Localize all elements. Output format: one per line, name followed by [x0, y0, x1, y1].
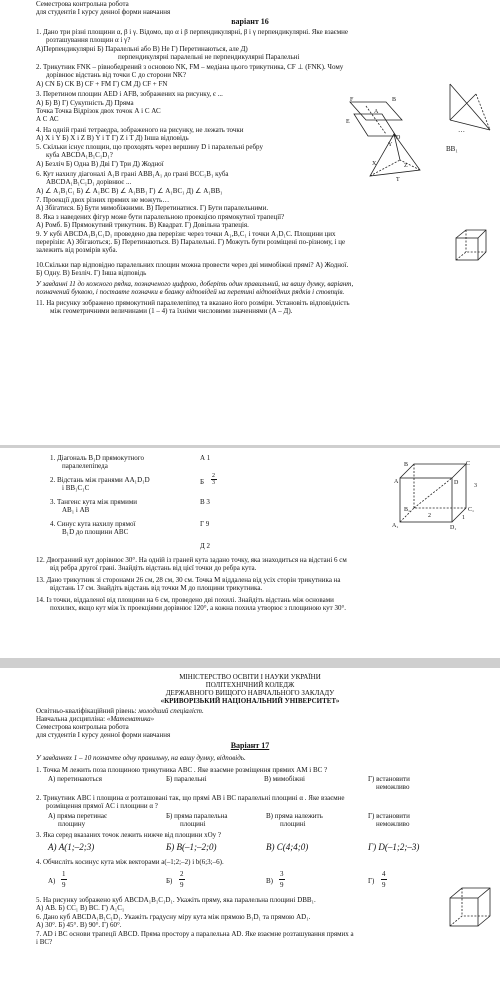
question-3: 3. Перетином площин AED і AFB, зображених на рисунку, є ...: [36, 90, 223, 98]
question-2-answers: А) CN Б) CK В) CF + FM Г) CM Д) CF + FN: [36, 80, 168, 88]
match-answer-d: Г 9: [200, 520, 210, 528]
box-dim-1: 1: [462, 515, 465, 521]
box-dim-3: 3: [474, 483, 477, 489]
v17-q4-option-a: А): [48, 877, 56, 885]
fraction-bar-b: [179, 879, 185, 880]
v17-question-1: 1. Точка M лежить поза площиною трикутника ABC . Яке взаємне розміщення прямих AM і BC ?: [36, 766, 328, 774]
v17-q1-option-b: Б) паралельні: [166, 775, 207, 783]
ministry-title: МІНІСТЕРСТВО ОСВІТИ І НАУКИ УКРАЇНИ: [179, 673, 321, 681]
variant-17-title: Варіант 17: [230, 741, 270, 750]
students-subtitle: для студентів І курсу денної форми навчання: [36, 8, 171, 16]
exam-page-matching: [0, 448, 500, 658]
question-8: 8. Яка з наведених фігур може бути паралельною проекцією прямокутної трапеції?: [36, 213, 285, 221]
v17-question-3: 3. Яка серед вказаних точок лежить нижче від площини xOy ?: [36, 831, 222, 839]
match-item-1-cont: паралелепіпеда: [62, 462, 108, 470]
v17-q4-option-d: Г): [368, 877, 375, 885]
tetrahedron-figure: [366, 130, 424, 184]
question-9-cont: перерізів: А) Збігаються;. Б) Перетинаються. В) Паралельні. Г) Можуть бути розміщені по-різному, і це: [36, 238, 346, 246]
box-label-d: D: [454, 480, 459, 486]
question-4: 4. На одній грані тетраедра, зображеного на рисунку, не лежать точки: [36, 126, 244, 134]
question-5-answers: А) Безліч Б) Одна В) Дві Г) Три Д) Жодної: [36, 160, 164, 168]
discipline-value: «Математика»: [106, 715, 155, 723]
question-11: 11. На рисунку зображено прямокутний паралелепіпед та вказано його розміри. Установіть відповідність: [36, 299, 350, 307]
fig-label-b: B: [392, 97, 397, 103]
v17-question-5-answers: А) AB. Б) CC₁ В) BC. Г) A₁C₁: [36, 904, 125, 912]
v17-question-7-cont: і BC?: [36, 938, 53, 946]
question-1-answers-cont: перпендикулярні паралельні не перпендикулярні Паралельні: [118, 53, 300, 61]
v17-q2-option-b: Б) пряма паралельна: [166, 812, 228, 820]
v17-q2-option-b-cont: площині: [180, 820, 206, 828]
v17-q2-option-d: Г) встановити: [368, 812, 410, 820]
instruction-variant-17: У завданнях 1 – 10 позначте одну правильну, на вашу думку, відповідь.: [36, 754, 246, 762]
v17-q4-b-num: 2: [180, 870, 184, 878]
v17-q4-a-den: 9: [62, 881, 66, 889]
v17-q4-b-den: 9: [180, 881, 184, 889]
v17-q4-d-num: 4: [382, 870, 386, 878]
institution-title: ДЕРЖАВНОГО ВИЩОГО НАВЧАЛЬНОГО ЗАКЛАДУ: [165, 689, 335, 697]
students-subtitle-2: для студентів І курсу денної форми навчання: [36, 731, 171, 739]
question-13: 13. Дано трикутник зі сторонами 26 см, 28 см, 30 см. Точка M віддалена від усіх сторін трикутника на: [36, 576, 341, 584]
question-12-cont: від ребра другої грані. Знайдіть відстань від цієї точки до ребра кута.: [50, 564, 257, 572]
college-title: ПОЛІТЕХНІЧНИЙ КОЛЕДЖ: [205, 681, 295, 689]
page-separator-2: [0, 658, 500, 668]
match-answer-e: Д 2: [200, 542, 211, 550]
fig-label-d: D: [396, 135, 401, 141]
v17-q4-option-c: В): [266, 877, 273, 885]
v17-question-2-cont: розміщення прямої AC і площини α ?: [46, 802, 158, 810]
box-dim-2: 2: [428, 513, 431, 519]
instruction-line-2: позначений буквою, і поставте позначки в бланку відповідей на перетині відповідних рядків і стовпців.: [36, 288, 345, 296]
match-item-4-cont: B₁D до площини ABC: [62, 528, 129, 536]
question-14: 14. Із точки, віддаленої від площини на 6 см, проведено дві похилі. Знайдіть відстань між основами: [36, 596, 334, 604]
question-5-edge-label: BB₁: [446, 145, 458, 153]
v17-question-4: 4. Обчисліть косинус кута між векторами a(–1;2;–2) і b(6;3;–6).: [36, 858, 224, 866]
v17-q4-a-num: 1: [62, 870, 66, 878]
box-label-a: A: [394, 479, 399, 485]
instruction-line-1: У завданні 11 до кожного рядка, позначеного цифрою, доберіть один правильний, на вашу думку, варіант,: [36, 280, 354, 288]
question-6-cont: ABCDA₁B₁C₁D₁ дорівнює ...: [46, 178, 132, 186]
v17-question-6-answers: А) 30°. Б) 45°. В) 90°. Г) 60°.: [36, 921, 122, 929]
match-item-4: 4. Синус кута нахилу прямої: [50, 520, 136, 528]
v17-q1-option-c: В) мимобіжні: [264, 775, 305, 783]
qualification-level-label: Освітньо-кваліфікаційний рівень:: [36, 707, 139, 715]
question-2-cont: дорівнює відстань від точки C до сторони NK?: [46, 71, 186, 79]
discipline-label: Навчальна дисципліна:: [36, 715, 107, 723]
match-item-2-cont: і BB₁C₁C: [62, 484, 90, 492]
question-3-answers: А) Б) В) Г) Сукупність Д) Пряма: [36, 99, 134, 107]
match-item-1: 1. Діагональ B₁D прямокутного: [50, 454, 144, 462]
v17-q1-option-d-cont: неможливо: [376, 783, 410, 791]
v17-q3-option-c: В) C(4;4;0): [266, 842, 309, 852]
box-label-c1: C₁: [468, 507, 475, 513]
v17-q1-option-a: А) перетинаються: [48, 775, 102, 783]
match-answer-a: А 1: [200, 454, 211, 462]
fraction-bar-d: [381, 879, 387, 880]
triangle-figure: [440, 80, 496, 136]
v17-q3-option-b: Б) B(–1;–2;0): [166, 842, 217, 852]
fraction-bar-a: [61, 879, 67, 880]
question-7: 7. Проекції двох різних прямих не можуть…: [36, 196, 170, 204]
fig-label-t: T: [396, 177, 400, 183]
question-1-cont: розташування площин α і γ?: [46, 36, 131, 44]
question-6: 6. Кут нахилу діагоналі A₁B грані ABB₁A₁ до грані BCC₁B₁ куба: [36, 170, 229, 178]
question-1: 1. Дано три різні площини α, β і γ. Відомо, що α і β перпендикулярні, β і γ перпендикулярні. Яке взаємне: [36, 28, 348, 36]
v17-q2-option-c-cont: площині: [280, 820, 306, 828]
v17-question-2: 2. Трикутник ABC і площина α розташовані так, що прямі AB і BC паралельні площині α . Яке взаємне: [36, 794, 345, 802]
question-11-cont: між геометричними величинами (1 – 4) та їхніми числовими значеннями (А – Д).: [50, 307, 293, 315]
v17-q4-option-b: Б): [166, 877, 173, 885]
v17-q4-d-den: 9: [382, 881, 386, 889]
fig-label-a: A: [374, 109, 379, 115]
qualification-level-value: молодший спеціаліст.: [138, 707, 204, 715]
question-5-cont: куба ABCDA₁B₁C₁D₁?: [46, 151, 113, 159]
match-item-3: 3. Тангенс кута між прямими: [50, 498, 138, 506]
v17-q2-option-d-cont: неможливо: [376, 820, 410, 828]
question-10: 10.Скільки пар відповідно паралельних площин можна провести через дві мимобіжні прямі? А) Жодної.: [36, 261, 349, 269]
fraction-bar-c: [279, 879, 285, 880]
question-6-answers: А) ∠ A₁B₁C₁ Б) ∠ A₁BC В) ∠ A₁BB₁ Г) ∠ A₁BC₁ Д) ∠ A₁BB₁: [36, 187, 223, 195]
cube-figure-2: [446, 884, 494, 932]
box-label-b1: B₁: [404, 507, 411, 513]
v17-q4-c-num: 3: [280, 870, 284, 878]
question-2: 2. Трикутник FNK – рівнобедрений з основою NK, FM – медіана цього трикутника, CF ⊥ (FNK). Чому: [36, 63, 344, 71]
v17-question-6: 6. Дано куб ABCDA₁B₁C₁D₁. Укажіть градусну міру кута між прямою B₁D₁ та прямою AD₁.: [36, 913, 311, 921]
question-4-answers: А) X і Y Б) X і Z В) Y і T Г) Z і T Д) Інша відповідь: [36, 134, 189, 142]
match-answer-b-numerator: 2: [212, 473, 215, 479]
box-label-a1: A₁: [392, 523, 399, 529]
match-answer-b-denominator: 3: [212, 480, 215, 486]
question-13-cont: відстань 17 см. Знайдіть відстань від точки M до площини трикутника.: [50, 584, 263, 592]
qualification-level: [36, 707, 204, 715]
university-title: «КРИВОРІЗЬКИЙ НАЦІОНАЛЬНИЙ УНІВЕРСИТЕТ»: [160, 697, 340, 705]
match-item-3-cont: AB₁ і AB: [62, 506, 90, 514]
semester-title: Семестрова контрольна робота: [36, 0, 129, 8]
exam-page-variant-16: [0, 0, 500, 445]
v17-q2-option-a: А) пряма перетинає: [48, 812, 107, 820]
v17-q4-c-den: 9: [280, 881, 284, 889]
match-answer-c: В 3: [200, 498, 210, 506]
semester-title-2: Семестрова контрольна робота: [36, 723, 129, 731]
fig-label-f: F: [350, 97, 354, 103]
cube-figure: [452, 226, 490, 264]
question-9-cont-2: залежить від розмірів куба.: [36, 246, 118, 254]
question-5: 5. Скільки існує площин, що проходять через вершину D і паралельні ребру: [36, 143, 263, 151]
question-8-answers: А) Ромб. Б) Прямокутний трикутник. В) Квадрат. Г) Довільна трапеція.: [36, 221, 249, 229]
fig-ellipsis: …: [458, 126, 465, 134]
v17-q3-option-a: А) A(1;–2;3): [48, 842, 95, 852]
question-7-answers: А) Збігатися. Б) Бути мимобіжними. В) Перетинатися. Г) Бути паралельними.: [36, 204, 269, 212]
question-12: 12. Двогранний кут дорівнює 30°. На одній із граней кута задано точку, яка знаходиться на відстані 6 см: [36, 556, 347, 564]
v17-q3-option-d: Г) D(–1;2;–3): [368, 842, 420, 852]
fig-label-z: Z: [404, 163, 408, 169]
fig-label-y: Y: [388, 142, 393, 148]
match-answer-b: Б: [200, 478, 205, 486]
exam-page-variant-17: [0, 668, 500, 999]
box-label-d1: D₁: [450, 525, 457, 531]
question-9: 9. У кубі ABCDA₁B₁C₁D₁ проведено два перерізи: через точки A₁,B,C₁ і точки A₁D₁C. Площини цих: [36, 230, 336, 238]
question-10-cont: Б) Одну. В) Безліч. Г) Інша відповідь: [36, 269, 147, 277]
fig-label-e: E: [346, 119, 350, 125]
v17-q2-option-a-cont: площину: [58, 820, 86, 828]
box-label-c: C: [466, 461, 471, 467]
v17-question-5: 5. На рисунку зображено куб ABCDA₁B₁C₁D₁. Укажіть пряму, яка паралельна площині DBB₁.: [36, 896, 316, 904]
question-3-answers-3: А С АС: [36, 115, 59, 123]
v17-q1-option-d: Г) встановити: [368, 775, 410, 783]
match-item-2: 2. Відстань між гранями AA₁D₁D: [50, 476, 150, 484]
question-14-cont: похилих, якщо кут між їх проекціями дорівнює 120°, а кожна похила утворює з площиною кут 30°.: [50, 604, 347, 612]
variant-title: варіант 16: [231, 17, 269, 26]
question-1-answers: А)Перпендикулярні Б) Паралельні або В) Не Г) Перетинаються, але Д): [36, 45, 248, 53]
discipline: [36, 715, 154, 723]
v17-question-7: 7. AD і BC основи трапеції ABCD. Пряма простору a паралельна AD. Яке взаємне розташування прямих a: [36, 930, 354, 938]
v17-q2-option-c: В) пряма належить: [266, 812, 323, 820]
fig-label-x: X: [372, 161, 377, 167]
question-3-answers-2: Точка Точка Відрізок двох точок А і С АС: [36, 107, 161, 115]
box-label-b: B: [404, 462, 409, 468]
